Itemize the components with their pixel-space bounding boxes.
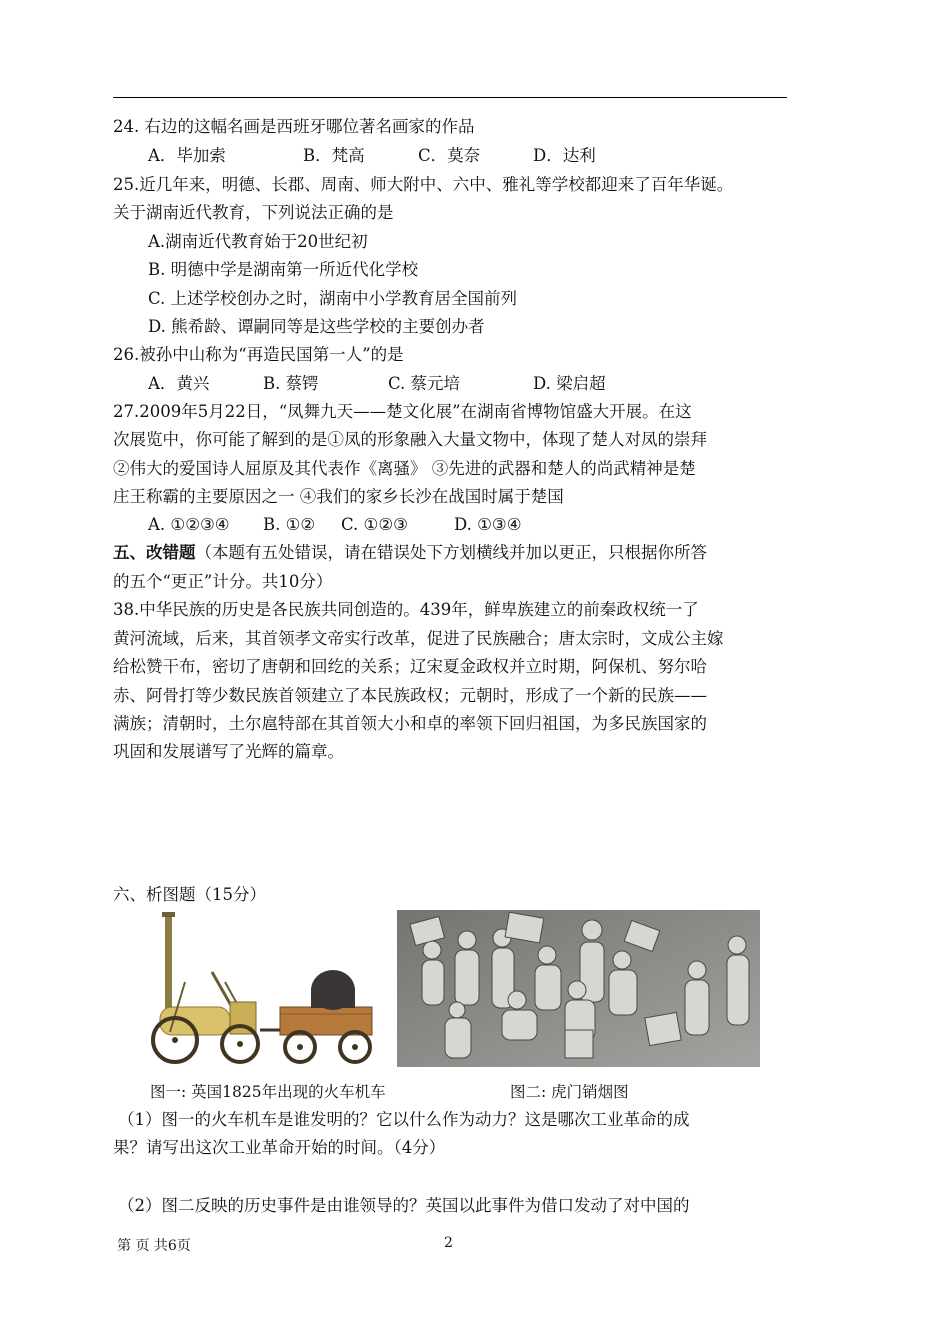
s6-q1-line2: 果？请写出这次工业革命开始的时间。（4分） (113, 1138, 446, 1157)
q25-option-b: B. 明德中学是湖南第一所近代化学校 (148, 260, 419, 279)
q25-stem-line2: 关于湖南近代教育，下列说法正确的是 (113, 203, 394, 222)
footer-page-info: 第 页 共6页 (117, 1238, 191, 1254)
locomotive-illustration (153, 912, 372, 1062)
q26-option-b: B. 蔡锷 (263, 374, 319, 393)
q38-line5: 满族；清朝时，土尔扈特部在其首领大小和卓的率领下回归祖国，为多民族国家的 (113, 714, 707, 733)
q25-option-c: C. 上述学校创办之时，湖南中小学教育居全国前列 (148, 289, 518, 308)
q26-option-a: A．黄兴 (148, 374, 210, 393)
q27-options (148, 514, 522, 536)
header-rule (113, 97, 787, 98)
q25-stem-line1: 25.近几年来，明德、长郡、周南、师大附中、六中、雅礼等学校都迎来了百年华诞。 (113, 175, 734, 194)
footer-page-number: 2 (444, 1235, 453, 1251)
section5-desc1: （本题有五处错误，请在错误处下方划横线并加以更正，只根据你所答 (195, 543, 707, 562)
q38-line1: 38.中华民族的历史是各民族共同创造的。439年，鲜卑族建立的前秦政权统一了 (113, 600, 699, 619)
q26-stem: 26.被孙中山称为“再造民国第一人”的是 (113, 345, 404, 364)
q38-line3: 给松赞干布，密切了唐朝和回纥的关系；辽宋夏金政权并立时期，阿保机、努尔哈 (113, 657, 707, 676)
q24-option-c: C．莫奈 (418, 146, 481, 165)
q24-option-d: D．达利 (533, 146, 596, 165)
section5-heading (113, 542, 707, 564)
s6-q2-line1: （2）图二反映的历史事件是由谁领导的？英国以此事件为借口发动了对中国的 (118, 1196, 690, 1215)
s6-q1-line1: （1）图一的火车机车是谁发明的？它以什么作为动力？这是哪次工业革命的成 (118, 1110, 690, 1129)
q38-line6: 巩固和发展谱写了光辉的篇章。 (113, 742, 344, 761)
q27-line3: ②伟大的爱国诗人屈原及其代表作《离骚》 ③先进的武器和楚人的尚武精神是楚 (113, 459, 696, 478)
q38-line2: 黄河流域，后来，其首领孝文帝实行改革，促进了民族融合；唐太宗时，文成公主嫁 (113, 629, 724, 648)
q27-option-b: B. ①② (263, 515, 316, 534)
q25-option-d: D. 熊希龄、谭嗣同等是这些学校的主要创办者 (148, 317, 485, 336)
figure1-caption: 图一: 英国1825年出现的火车机车 (150, 1083, 386, 1101)
q24-option-b: B．梵高 (303, 146, 365, 165)
q24-options (148, 145, 596, 167)
section6-title: 六、析图题（15分） (113, 885, 266, 904)
q38-line4: 赤、阿骨打等少数民族首领建立了本民族政权；元朝时，形成了一个新的民族—— (113, 686, 707, 705)
figure2-caption: 图二: 虎门销烟图 (510, 1083, 629, 1101)
locomotive-figure (150, 912, 380, 1072)
q27-option-c: C. ①②③ (341, 515, 408, 534)
q27-option-d: D. ①③④ (454, 515, 522, 534)
humen-relief-figure (397, 910, 760, 1067)
q26-option-c: C. 蔡元培 (388, 374, 461, 393)
relief-illustration (397, 910, 760, 1067)
q25-option-a: A.湖南近代教育始于20世纪初 (148, 232, 368, 251)
q26-option-d: D. 梁启超 (533, 374, 606, 393)
q27-line4: 庄王称霸的主要原因之一 ④我们的家乡长沙在战国时属于楚国 (113, 487, 564, 506)
section5-title: 五、改错题 (113, 543, 196, 562)
q27-option-a: A. ①②③④ (148, 515, 230, 534)
section5-desc2: 的五个“更正”计分。共10分） (113, 572, 333, 591)
q27-line1: 27.2009年5月22日，“凤舞九天——楚文化展”在湖南省博物馆盛大开展。在这 (113, 402, 692, 421)
q24-option-a: A．毕加索 (148, 146, 226, 165)
q24-stem: 24. 右边的这幅名画是西班牙哪位著名画家的作品 (113, 117, 475, 136)
q27-line2: 次展览中，你可能了解到的是①凤的形象融入大量文物中，体现了楚人对凤的崇拜 (113, 430, 707, 449)
q26-options (148, 373, 606, 395)
